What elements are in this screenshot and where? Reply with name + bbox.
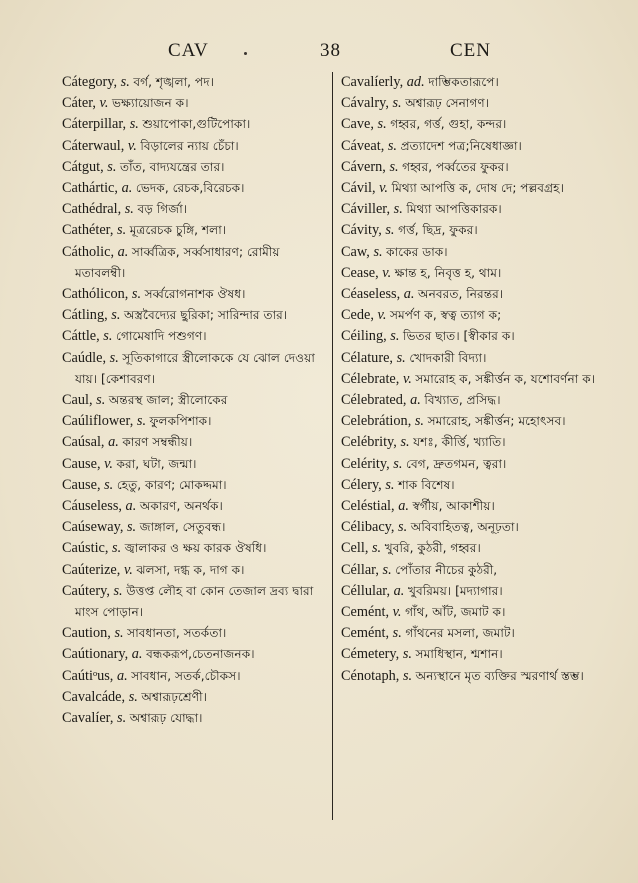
headword: Cavalíerly, [341, 74, 404, 90]
part-of-speech: ad. [406, 74, 425, 90]
left-column [62, 72, 324, 729]
bengali-definition: অন্যস্থানে মৃত ব্যক্তির স্মরণার্থ স্তম্ভ। [415, 668, 584, 683]
page-number: 38 [320, 40, 341, 61]
part-of-speech: s. [385, 476, 395, 493]
part-of-speech: v. [402, 370, 412, 387]
dictionary-entry [341, 517, 603, 538]
dictionary-entry [341, 284, 603, 305]
headword: Celebrátion, [341, 413, 412, 430]
part-of-speech: s. [128, 688, 138, 705]
bengali-definition: সার্ব্বত্রিক, সর্ব্বসাধারণ; রোমীয় মতাবলম্বী। [75, 244, 280, 280]
part-of-speech: s. [112, 540, 122, 557]
bengali-definition: জাঙ্গাল, সেতুবন্ধ। [139, 520, 226, 535]
bengali-definition: গহ্বর, পর্ব্বতের ফুকর। [402, 159, 509, 174]
bengali-definition: ঝলসা, দগ্ধ ক, দাগ ক। [136, 562, 245, 577]
bengali-definition: সর্ব্বরোগনাশক ঔষধ। [144, 287, 246, 302]
part-of-speech: a. [131, 646, 143, 663]
part-of-speech: a. [398, 498, 409, 515]
bengali-definition: গহ্বর, গর্ত্ত, গুহা, কন্দর। [390, 117, 507, 132]
bengali-definition: হেতু, কারণ; মোকদ্দমা। [116, 477, 227, 492]
headword: Cave, [341, 116, 374, 133]
part-of-speech: v. [377, 307, 387, 324]
headword: Cathólicon, [62, 286, 129, 303]
part-of-speech: v. [382, 264, 392, 281]
part-of-speech: s. [136, 413, 147, 430]
dictionary-entry [62, 581, 324, 623]
bengali-definition: করা, ঘটা, জন্মা। [116, 456, 197, 471]
headword: Cáveat, [341, 137, 385, 154]
dictionary-entry [62, 390, 324, 411]
part-of-speech: a. [116, 667, 128, 684]
headword: Célery, [341, 476, 382, 493]
dictionary-entry [62, 114, 324, 135]
headword: Caúdle, [62, 349, 107, 366]
headword: Cemént, [341, 625, 390, 642]
bengali-definition: অশ্বারূঢ় যোদ্ধা। [129, 711, 203, 726]
dictionary-entry [341, 242, 603, 263]
part-of-speech: a. [393, 582, 405, 599]
ink-speck [244, 52, 247, 55]
headword: Caútery, [62, 582, 110, 599]
bengali-definition: বেগ, দ্রুতগমন, ত্বরা। [406, 456, 507, 471]
dictionary-entry [62, 432, 324, 453]
bengali-definition: ক্ষান্ত হ, নিবৃত্ত হ, থাম। [394, 265, 502, 280]
headword: Céiling, [341, 328, 387, 345]
bengali-definition: মূত্ররেচক চুঙ্গি, শলা। [129, 223, 227, 238]
part-of-speech: s. [414, 413, 424, 430]
dictionary-entry [62, 475, 324, 496]
headword: Cathéter, [62, 222, 114, 239]
part-of-speech: s. [109, 349, 119, 366]
part-of-speech: v. [104, 455, 113, 472]
part-of-speech: s. [120, 74, 130, 90]
headword: Cávalry, [341, 95, 389, 112]
bengali-definition: মিথ্যা আপত্তিকারক। [406, 202, 502, 217]
headword: Cell, [341, 540, 369, 557]
dictionary-entry [341, 581, 603, 602]
headword: Celébrity, [341, 434, 397, 451]
dictionary-entry [341, 454, 603, 475]
bengali-definition: স্বর্গীয়, আকাশীয়। [412, 499, 495, 514]
bengali-definition: উত্তপ্ত লৌহ বা কোন তেজাল দ্রব্য দ্বারা মাংস পোড়ান। [75, 583, 314, 620]
headword: Caúseway, [62, 519, 124, 536]
dictionary-entry [62, 517, 324, 538]
header-right-guide-word: CEN [450, 40, 491, 61]
bengali-definition: অশ্বারূঢ় সেনাগণ। [405, 96, 490, 111]
dictionary-entry [341, 93, 603, 114]
part-of-speech: s. [111, 307, 121, 324]
part-of-speech: s. [129, 116, 139, 133]
bengali-definition: অন্তরস্থ জাল; স্ত্রীলোকের [108, 393, 228, 408]
headword: Cátgut, [62, 158, 104, 175]
bengali-definition: কারণ সম্বন্ধীয়। [122, 435, 193, 450]
headword: Cáttle, [62, 328, 100, 345]
dictionary-entry [341, 475, 603, 496]
bengali-definition: মিথ্যা আপত্তি ক, দোষ দে; পল্লবগ্রহ। [391, 181, 564, 196]
dictionary-entry [341, 114, 603, 135]
dictionary-entry [341, 432, 603, 453]
headword: Caul, [62, 392, 93, 409]
bengali-definition: খোদকারী বিদ্যা। [409, 350, 487, 365]
column-divider [332, 72, 333, 820]
headword: Caúliflower, [62, 413, 134, 430]
headword: Cávity, [341, 222, 382, 239]
headword: Cathédral, [62, 201, 122, 218]
headword: Cause, [62, 455, 101, 472]
dictionary-entry [341, 560, 603, 581]
bengali-definition: ভিতর ছাত। [স্বীকার ক। [402, 329, 515, 344]
bengali-definition: অকারণ, অনর্থক। [139, 499, 223, 514]
part-of-speech: s. [398, 519, 408, 536]
dictionary-entry [341, 263, 603, 284]
page-header [0, 38, 638, 64]
part-of-speech: s. [402, 667, 413, 684]
dictionary-entry [62, 623, 324, 644]
dictionary-entry [341, 136, 603, 157]
part-of-speech: s. [377, 116, 387, 133]
dictionary-entry [62, 93, 324, 114]
part-of-speech: a. [117, 243, 129, 260]
headword: Celéstial, [341, 498, 395, 515]
part-of-speech: v. [127, 137, 137, 154]
headword: Cávern, [341, 158, 386, 175]
bengali-definition: যশঃ, কীর্ত্তি, খ্যাতি। [413, 435, 506, 450]
headword: Céaseless, [341, 286, 401, 303]
headword: Célebrated, [341, 392, 407, 409]
bengali-definition: শাক বিশেষ। [398, 477, 455, 492]
dictionary-entry [62, 220, 324, 241]
part-of-speech: s. [402, 646, 412, 663]
headword: Cátling, [62, 307, 108, 324]
bengali-definition: অস্ত্রবৈদ্যের ছুরিকা; সারিন্দার তার। [123, 308, 288, 323]
part-of-speech: s. [107, 158, 117, 175]
bengali-definition: অনবরত, নিরন্তর। [418, 287, 504, 302]
dictionary-entry [62, 305, 324, 326]
headword: Caústic, [62, 540, 109, 557]
part-of-speech: s. [131, 286, 142, 303]
headword: Caúsal, [62, 434, 105, 451]
part-of-speech: s. [371, 540, 382, 557]
bengali-definition: ফুলকপিশাক। [149, 414, 212, 429]
dictionary-entry [341, 411, 603, 432]
dictionary-entry [62, 687, 324, 708]
headword: Cáterwaul, [62, 137, 125, 154]
dictionary-entry [62, 72, 324, 93]
part-of-speech: s. [103, 328, 113, 345]
part-of-speech: a. [108, 434, 119, 451]
dictionary-entry [341, 644, 603, 665]
right-column [341, 72, 603, 687]
dictionary-entry [62, 326, 324, 347]
dictionary-entry [62, 178, 324, 199]
dictionary-entry [341, 623, 603, 644]
bengali-definition: জ্বালাকর ও ক্ষয় কারক ঔষধি। [124, 541, 267, 556]
bengali-definition: প্রত্যাদেশ পত্র;নিষেধাজ্ঞা। [400, 138, 522, 153]
part-of-speech: s. [390, 328, 400, 345]
bengali-definition: গাঁথনের মসলা, জমাট। [405, 626, 515, 641]
dictionary-entry [341, 326, 603, 347]
bengali-definition: দাম্ভিকতারূপে। [428, 75, 499, 89]
part-of-speech: s. [373, 243, 383, 260]
headword: Cavalcáde, [62, 688, 126, 705]
part-of-speech: s. [385, 222, 395, 239]
headword: Caútiᵒus, [62, 667, 114, 684]
part-of-speech: v. [123, 561, 133, 578]
headword: Cáviller, [341, 201, 391, 218]
part-of-speech: s. [114, 625, 124, 642]
part-of-speech: s. [389, 158, 399, 175]
dictionary-entry [341, 72, 603, 93]
part-of-speech: s. [117, 222, 127, 239]
part-of-speech: s. [387, 137, 397, 154]
bengali-definition: বড় গির্জা। [137, 202, 188, 217]
headword: Caw, [341, 243, 370, 260]
headword: Caúterize, [62, 561, 121, 578]
headword: Célibacy, [341, 519, 395, 536]
part-of-speech: s. [104, 476, 114, 493]
bengali-definition: কাকের ডাক। [386, 244, 448, 259]
bengali-definition: সাবধানতা, সতর্কতা। [127, 626, 227, 641]
part-of-speech: s. [400, 434, 410, 451]
bengali-definition: ভক্ষ্যায়োজন ক। [111, 96, 189, 111]
dictionary-entry [341, 369, 603, 390]
dictionary-entry [341, 666, 603, 687]
dictionary-entry [62, 538, 324, 559]
part-of-speech: s. [393, 455, 403, 472]
dictionary-entry [62, 242, 324, 284]
headword: Cathártic, [62, 180, 118, 197]
bengali-definition: সমারোহ ক, সঙ্কীর্ত্তন ক, যশোবর্ণনা ক। [415, 371, 596, 386]
dictionary-entry [341, 538, 603, 559]
dictionary-entry [62, 496, 324, 517]
bengali-definition: গোমেষাদি পশুগণ। [116, 329, 207, 344]
dictionary-entry [62, 157, 324, 178]
part-of-speech: a. [121, 180, 133, 197]
dictionary-entry [62, 348, 324, 390]
dictionary-entry [341, 390, 603, 411]
part-of-speech: v. [99, 95, 109, 112]
part-of-speech: s. [124, 201, 134, 218]
headword: Cause, [62, 476, 101, 493]
part-of-speech: s. [393, 201, 403, 218]
bengali-definition: সূতিকাগারে স্ত্রীলোককে যে ঝোল দেওয়া যায়। [কেশাবরণ। [75, 350, 315, 386]
bengali-definition: গর্ত্ত, ছিদ্র, ফুকর। [398, 223, 478, 238]
bengali-definition: সাবধান, সতর্ক,চৌকস। [131, 668, 241, 683]
bengali-definition: অশ্বারূঢ়শ্রেণী। [141, 689, 207, 704]
dictionary-entry [62, 136, 324, 157]
headword: Cáterpillar, [62, 116, 127, 133]
part-of-speech: s. [126, 519, 137, 536]
dictionary-entry [62, 666, 324, 687]
headword: Cede, [341, 307, 374, 324]
bengali-definition: বিড়ালের ন্যায় চেঁচা। [140, 138, 239, 153]
headword: Cávil, [341, 180, 376, 197]
bengali-definition: বিখ্যাত, প্রসিদ্ধ। [424, 393, 501, 408]
headword: Cease, [341, 264, 379, 281]
dictionary-entry [62, 199, 324, 220]
dictionary-entry [341, 220, 603, 241]
dictionary-entry [341, 305, 603, 326]
bengali-definition: বর্গ, শৃঙ্খলা, পদ। [133, 75, 214, 89]
bengali-definition: তাঁত, বাদ্যযন্ত্রের তার। [120, 159, 225, 174]
part-of-speech: s. [396, 349, 406, 366]
part-of-speech: s. [96, 392, 106, 409]
part-of-speech: a. [410, 392, 421, 409]
bengali-definition: পোঁতার নীচের কুঠরী, [395, 562, 498, 577]
headword: Céllar, [341, 561, 379, 578]
bengali-definition: শুয়াপোকা,গুটিপোকা। [142, 117, 251, 132]
bengali-definition: সমর্পণ ক, স্বত্ব ত্যাগ ক; [389, 308, 502, 323]
part-of-speech: s. [117, 710, 127, 727]
bengali-definition: সমাধিস্থান, শ্মশান। [415, 647, 503, 662]
headword: Cátholic, [62, 243, 115, 260]
headword: Célature, [341, 349, 394, 366]
headword: Céllular, [341, 582, 391, 599]
headword: Cáter, [62, 95, 96, 112]
dictionary-entry [341, 348, 603, 369]
dictionary-entry [341, 602, 603, 623]
headword: Caution, [62, 625, 111, 642]
headword: Célebrate, [341, 370, 400, 387]
header-left-guide-word: CAV [168, 40, 209, 61]
headword: Cénotaph, [341, 667, 400, 684]
headword: Celérity, [341, 455, 390, 472]
part-of-speech: v. [392, 604, 402, 621]
bengali-definition: বন্ধকরূপ,চেতনাজনক। [146, 647, 255, 662]
dictionary-entry [341, 496, 603, 517]
headword: Cémetery, [341, 646, 400, 663]
part-of-speech: s. [382, 561, 392, 578]
dictionary-entry [62, 284, 324, 305]
headword: Cátegory, [62, 74, 118, 90]
dictionary-entry [62, 708, 324, 729]
dictionary-entry [62, 644, 324, 665]
bengali-definition: গাঁথ, আঁট, জমাট ক। [405, 605, 506, 620]
part-of-speech: a. [403, 286, 415, 303]
bengali-definition: ভেদক, রেচক,বিরেচক। [135, 181, 245, 196]
dictionary-entry [62, 560, 324, 581]
dictionary-entry [341, 199, 603, 220]
dictionary-entry [341, 157, 603, 178]
part-of-speech: v. [379, 180, 388, 197]
part-of-speech: s. [113, 582, 123, 599]
bengali-definition: অবিবাহিতত্ব, অনূঢ়তা। [410, 520, 519, 535]
dictionary-entry [62, 411, 324, 432]
headword: Cemént, [341, 604, 390, 621]
headword: Caútionary, [62, 646, 129, 663]
dictionary-entry [341, 178, 603, 199]
headword: Cavalíer, [62, 710, 114, 727]
part-of-speech: s. [392, 95, 402, 112]
bengali-definition: খুবরিময়। [মদ্যাগার। [407, 583, 503, 598]
part-of-speech: s. [392, 625, 402, 642]
bengali-definition: সমারোহ, সঙ্কীর্ত্তন; মহোৎসব। [427, 414, 566, 429]
part-of-speech: a. [125, 498, 137, 515]
dictionary-entry [62, 454, 324, 475]
headword: Cáuseless, [62, 498, 122, 515]
bengali-definition: খুবরি, কুঠরী, গহ্বর। [384, 541, 481, 556]
